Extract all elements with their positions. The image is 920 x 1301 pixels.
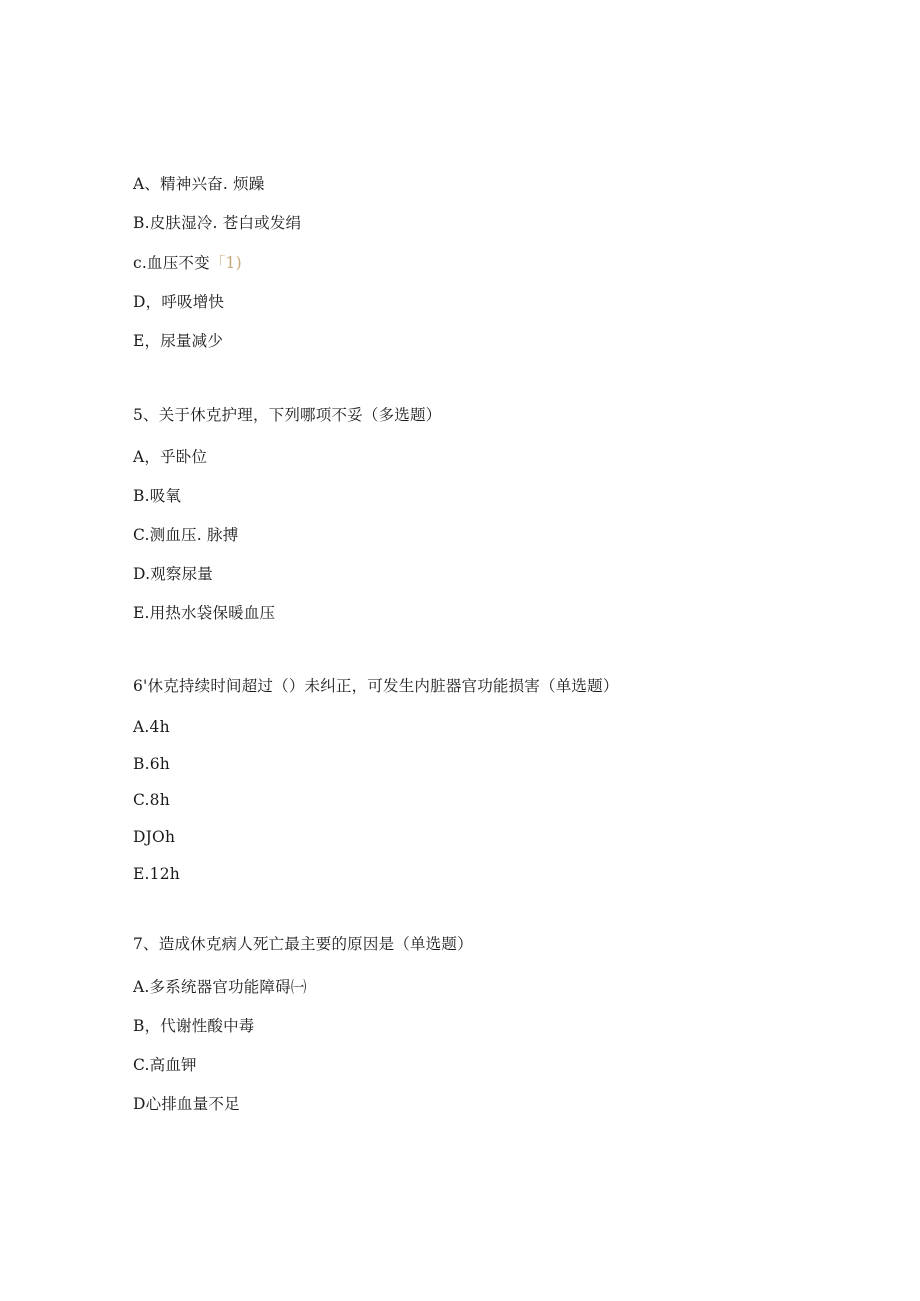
q7-option-d: D心排血量不足 xyxy=(133,1095,240,1113)
q5-option-c: C.测血压. 脉搏 xyxy=(133,526,239,544)
q6-option-e: E.12h xyxy=(133,865,180,883)
q5-option-e: E.用热水袋保暖血压 xyxy=(133,604,276,622)
q4-option-c xyxy=(133,253,242,273)
q7-option-a: A.多系统器官功能障碍㈠ xyxy=(133,978,307,996)
q7-option-c: C.高血钾 xyxy=(133,1056,197,1074)
q4-option-c-mark: 「1) xyxy=(209,254,242,272)
q4-option-d: D，呼吸增快 xyxy=(133,293,225,311)
q4-option-c-text: c.血压不变 xyxy=(133,254,210,272)
q5-option-b: B.吸氧 xyxy=(133,487,182,505)
q6-question: 6'休克持续时间超过（）未纠正，可发生内脏器官功能损害（单选题） xyxy=(133,677,619,695)
q5-option-d: D.观察尿量 xyxy=(133,565,214,583)
q5-question: 5、关于休克护理，下列哪项不妥（多选题） xyxy=(133,406,442,424)
q6-option-d: DJOh xyxy=(133,828,176,846)
q6-option-a: A.4h xyxy=(133,718,170,736)
q5-option-a: A，乎卧位 xyxy=(133,448,208,466)
q4-option-e: E，尿量减少 xyxy=(133,332,224,350)
q7-question: 7、造成休克病人死亡最主要的原因是（单选题） xyxy=(133,935,473,953)
q7-option-b: B，代谢性酸中毒 xyxy=(133,1017,255,1035)
q6-option-c: C.8h xyxy=(133,791,170,809)
q6-option-b: B.6h xyxy=(133,755,170,773)
q4-option-a: A、精神兴奋. 烦躁 xyxy=(133,175,265,193)
q4-option-b: B.皮肤湿冷. 苍白或发绢 xyxy=(133,214,302,232)
